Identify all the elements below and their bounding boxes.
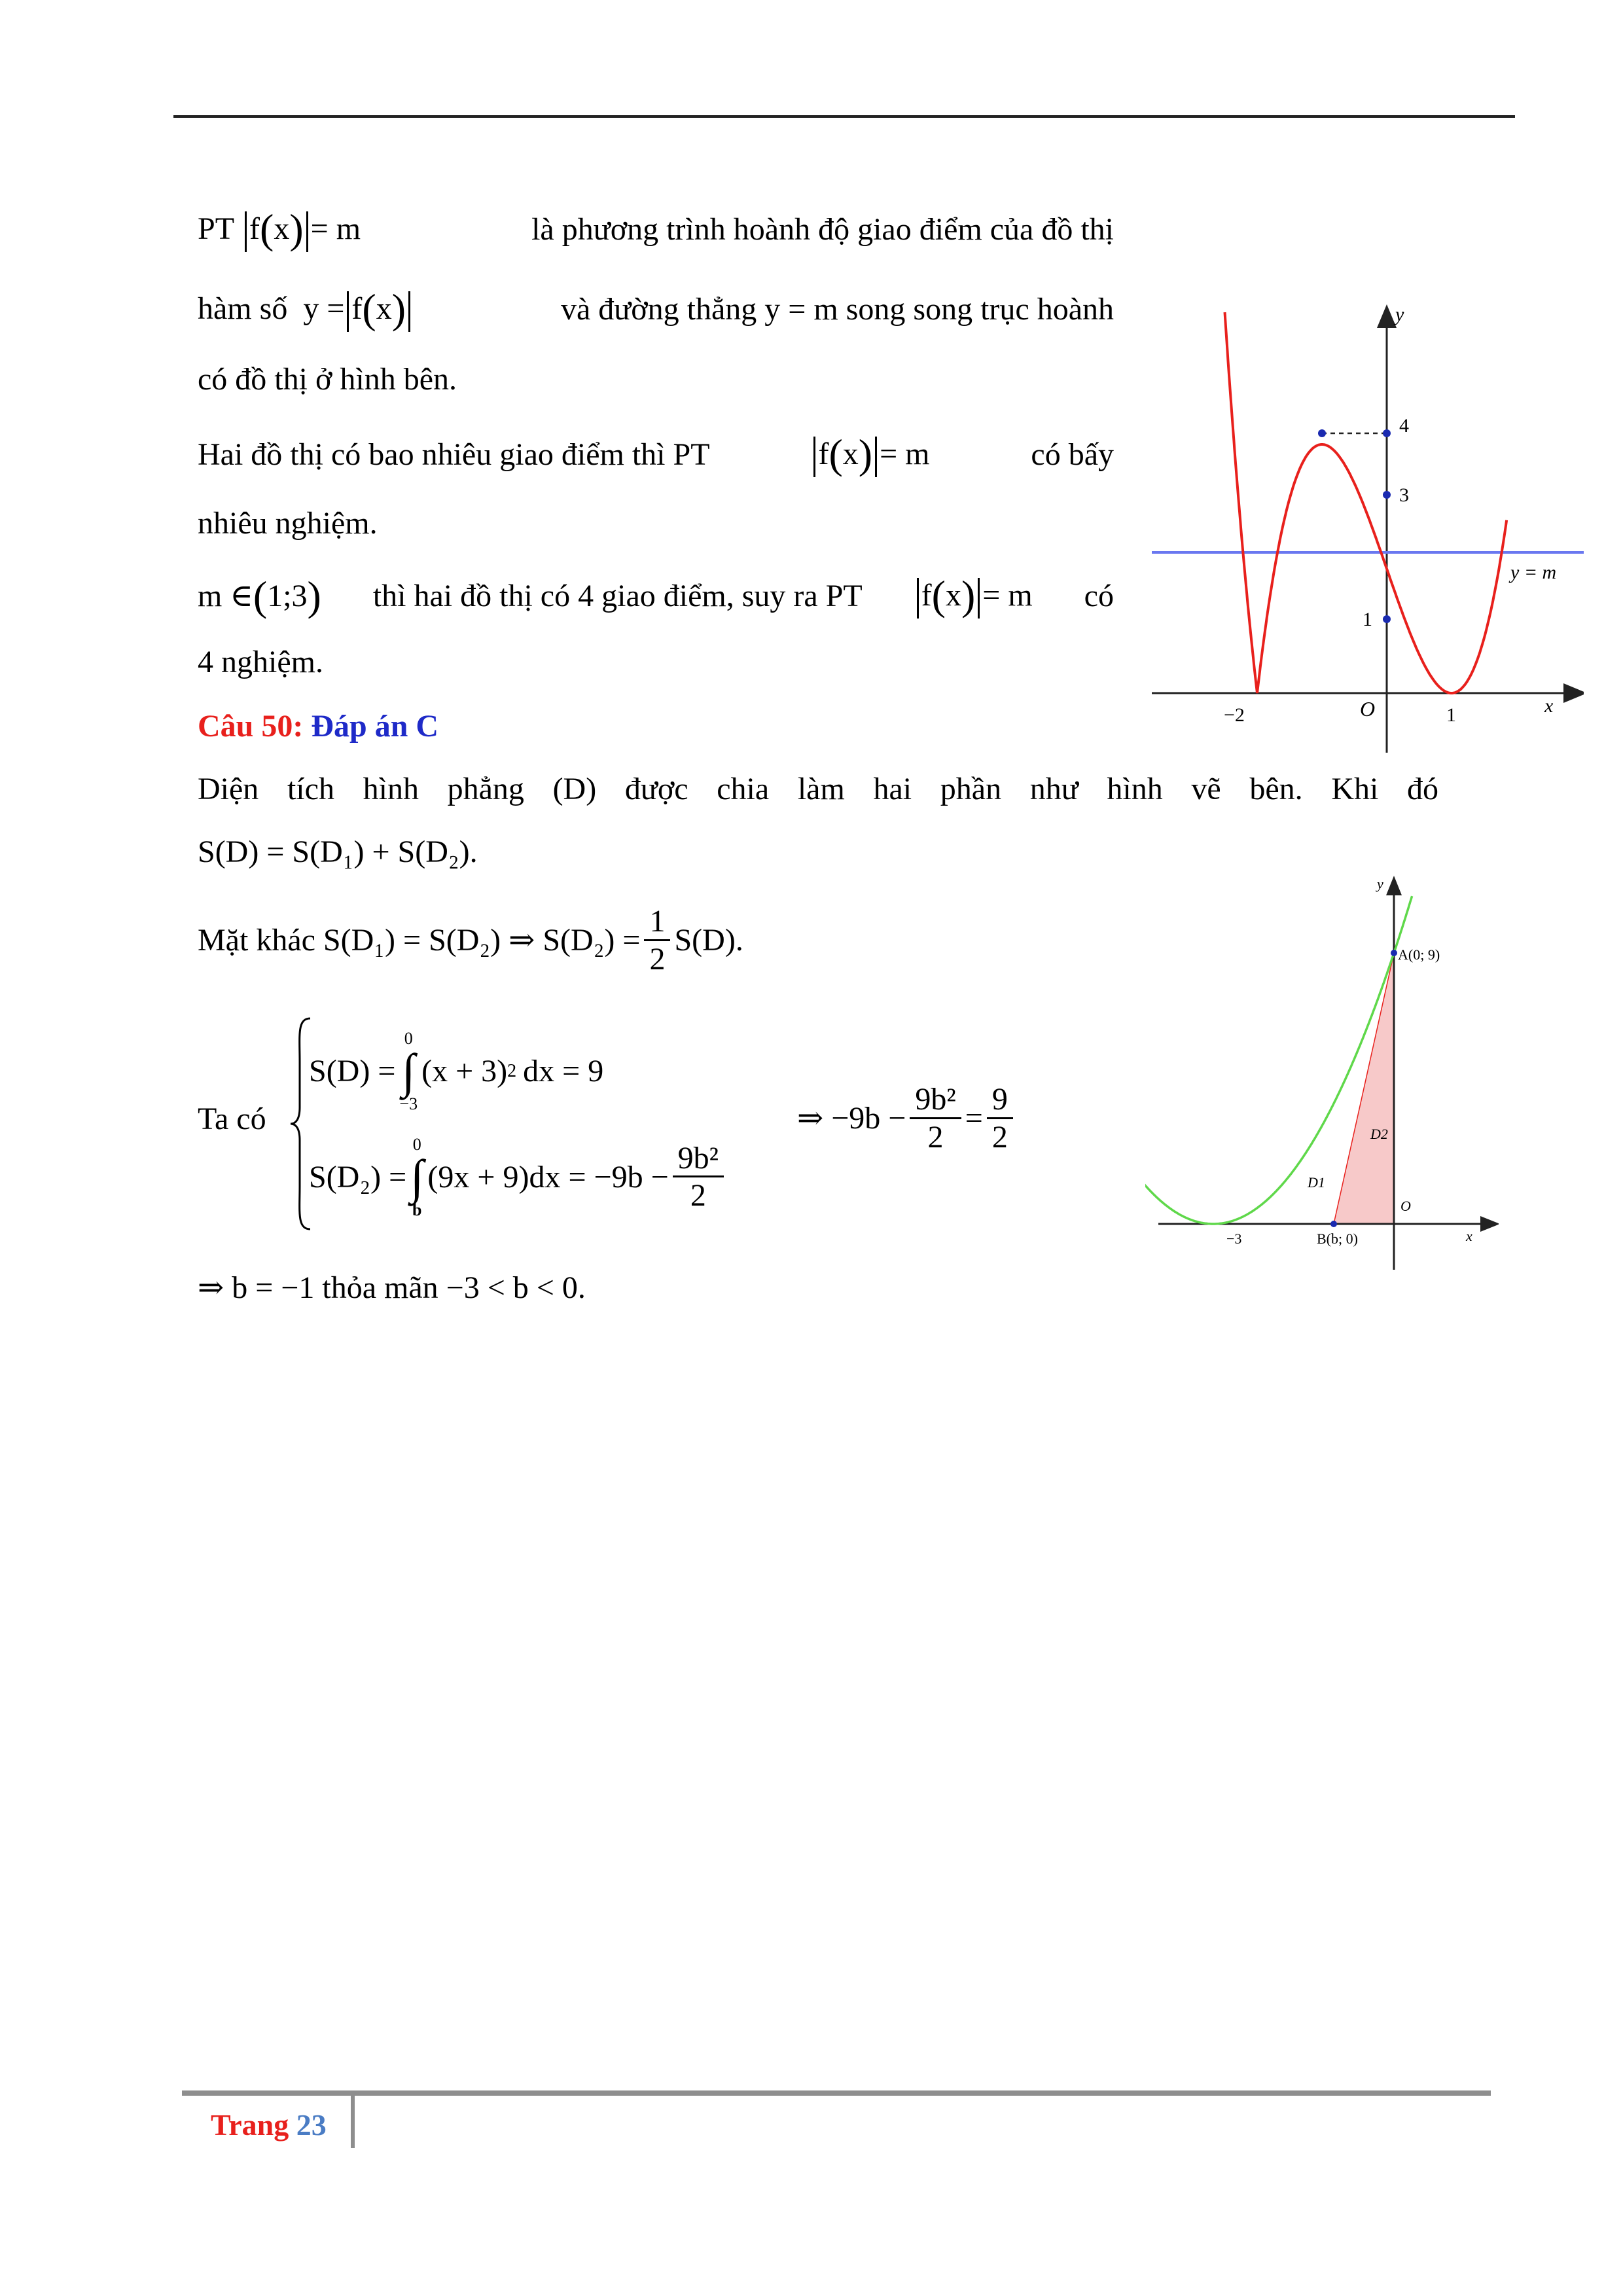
text: y = <box>303 291 345 326</box>
tick-x-1: 1 <box>1446 704 1456 726</box>
text: x <box>842 437 859 471</box>
header-rule <box>173 115 1515 118</box>
text: Hai đồ thị có bao nhiêu giao điểm thì PT <box>198 437 710 473</box>
conclusion: ⇒ b = −1 thỏa mãn −3 < b < 0. <box>198 1270 586 1305</box>
upper-limit: 0 <box>412 1135 421 1154</box>
text: = <box>965 1101 983 1136</box>
para1-line5: nhiêu nghiệm. <box>198 506 378 541</box>
text: PT <box>198 211 235 246</box>
upper-limit: 0 <box>404 1029 413 1048</box>
text: ⇒ −9b − <box>797 1101 906 1136</box>
text: x <box>945 578 961 613</box>
x-axis-label: x <box>1466 1228 1472 1244</box>
point-y4 <box>1383 429 1391 437</box>
origin-label: O <box>1400 1198 1411 1214</box>
text: Mặt khác S(D₁) = S(D₂) ⇒ S(D₂) = <box>198 923 641 958</box>
text: (9x + 9)dx = −9b − <box>427 1160 669 1194</box>
tick-y-3: 3 <box>1399 484 1409 506</box>
answer-label: Đáp án C <box>311 709 439 744</box>
question-number: Câu 50: <box>198 709 304 744</box>
text: S(D₂) = <box>309 1160 407 1194</box>
text: = m <box>310 211 361 246</box>
region-d2 <box>1334 953 1394 1224</box>
question-heading <box>198 708 438 744</box>
text: = m <box>982 578 1033 613</box>
text: = m <box>880 437 930 471</box>
page-number: 23 <box>296 2108 327 2142</box>
para2-line2: S(D) = S(D₁) + S(D₂). <box>198 834 478 869</box>
integral-2: 0 ∫ b <box>410 1135 424 1219</box>
footer-divider <box>351 2090 355 2148</box>
region-d1-label: D1 <box>1308 1174 1325 1191</box>
denominator: 2 <box>991 1119 1008 1155</box>
point-y1 <box>1383 615 1391 623</box>
graph-area-parabola <box>1145 870 1499 1276</box>
text: là phương trình hoành độ giao điểm của đồ thị <box>531 212 1114 247</box>
text: và đường thẳng y = m song song trục hoành <box>560 292 1114 327</box>
text: f <box>921 578 932 613</box>
text: có bấy <box>1031 437 1114 473</box>
para1-line2: hàm số y = f(x) và đường thẳng y = m song song trục hoành <box>198 285 1114 332</box>
para2-line1: Diện tích hình phẳng (D) được chia làm hai phần như hình vẽ bên. Khi đó <box>198 772 1438 806</box>
text: 1;3 <box>267 579 308 614</box>
point-b-label: B(b; 0) <box>1317 1230 1358 1247</box>
footer-rule <box>182 2090 1491 2096</box>
para1-line6: m ∈(1;3) thì hai đồ thị có 4 giao điểm, suy ra PT f(x) = m có <box>198 572 1114 620</box>
y-axis-label: y <box>1377 876 1383 892</box>
lower-limit: b <box>412 1200 422 1219</box>
denominator: 2 <box>690 1178 706 1213</box>
page-label: Trang <box>211 2108 289 2142</box>
lower-limit: −3 <box>399 1094 418 1113</box>
para1-line3: có đồ thị ở hình bên. <box>198 362 457 397</box>
point-a <box>1391 950 1397 956</box>
text: hàm số <box>198 291 288 326</box>
equation-2 <box>309 1136 728 1219</box>
para1-line1: PT f(x) = m là phương trình hoành độ giao điểm của đồ thị <box>198 206 1114 252</box>
x-axis-label: x <box>1544 695 1554 717</box>
point-a-label: A(0; 9) <box>1398 946 1440 963</box>
para1-line4: Hai đồ thị có bao nhiêu giao điểm thì PT f(x) = m có bấy <box>198 431 1114 477</box>
tick-y-4: 4 <box>1399 415 1409 437</box>
fraction-half <box>644 905 670 977</box>
tick-x-neg2: −2 <box>1224 704 1245 726</box>
curve-abs-fx <box>1225 312 1507 693</box>
fraction-9-2 <box>987 1083 1013 1155</box>
text: dx = 9 <box>523 1054 604 1088</box>
point-y3 <box>1383 491 1391 499</box>
text: (x + 3) <box>421 1054 508 1088</box>
max-point <box>1318 429 1326 437</box>
line-label: y = m <box>1510 562 1557 583</box>
text: thì hai đồ thị có 4 giao điểm, suy ra PT <box>372 579 863 614</box>
text: S(D) = <box>309 1054 396 1088</box>
exponent: 2 <box>507 1061 517 1081</box>
denominator: 2 <box>649 941 666 977</box>
result-equation <box>797 1083 1017 1155</box>
y-axis-label: y <box>1395 304 1404 325</box>
para1-line7: 4 nghiệm. <box>198 645 323 679</box>
text: m ∈ <box>198 579 253 614</box>
text: S(D). <box>674 923 743 958</box>
text: f <box>818 437 829 471</box>
text: x <box>274 211 290 246</box>
numerator: 9b² <box>673 1141 724 1178</box>
region-d2-label: D2 <box>1370 1126 1388 1142</box>
denominator: 2 <box>927 1119 944 1155</box>
numerator: 1 <box>644 905 670 941</box>
numerator: 9 <box>987 1083 1013 1119</box>
tick-x-neg3: −3 <box>1226 1230 1242 1247</box>
integral-1: 0 ∫ −3 <box>399 1029 418 1113</box>
point-b <box>1330 1221 1337 1227</box>
text: f <box>249 211 260 246</box>
numerator: 9b² <box>910 1083 961 1119</box>
fraction-9b2-2b <box>910 1083 961 1155</box>
text: x <box>376 291 392 326</box>
para2-line3 <box>198 905 743 977</box>
page-footer <box>211 2108 327 2142</box>
ta-co-label: Ta có <box>198 1102 266 1136</box>
text: có <box>1084 579 1114 614</box>
origin-label: O <box>1360 697 1376 721</box>
tick-y-1: 1 <box>1363 609 1372 630</box>
fraction-9b2-2 <box>673 1141 724 1214</box>
graph-abs-fx <box>1152 301 1584 759</box>
equation-1 <box>309 1030 603 1113</box>
text: f <box>351 291 363 326</box>
